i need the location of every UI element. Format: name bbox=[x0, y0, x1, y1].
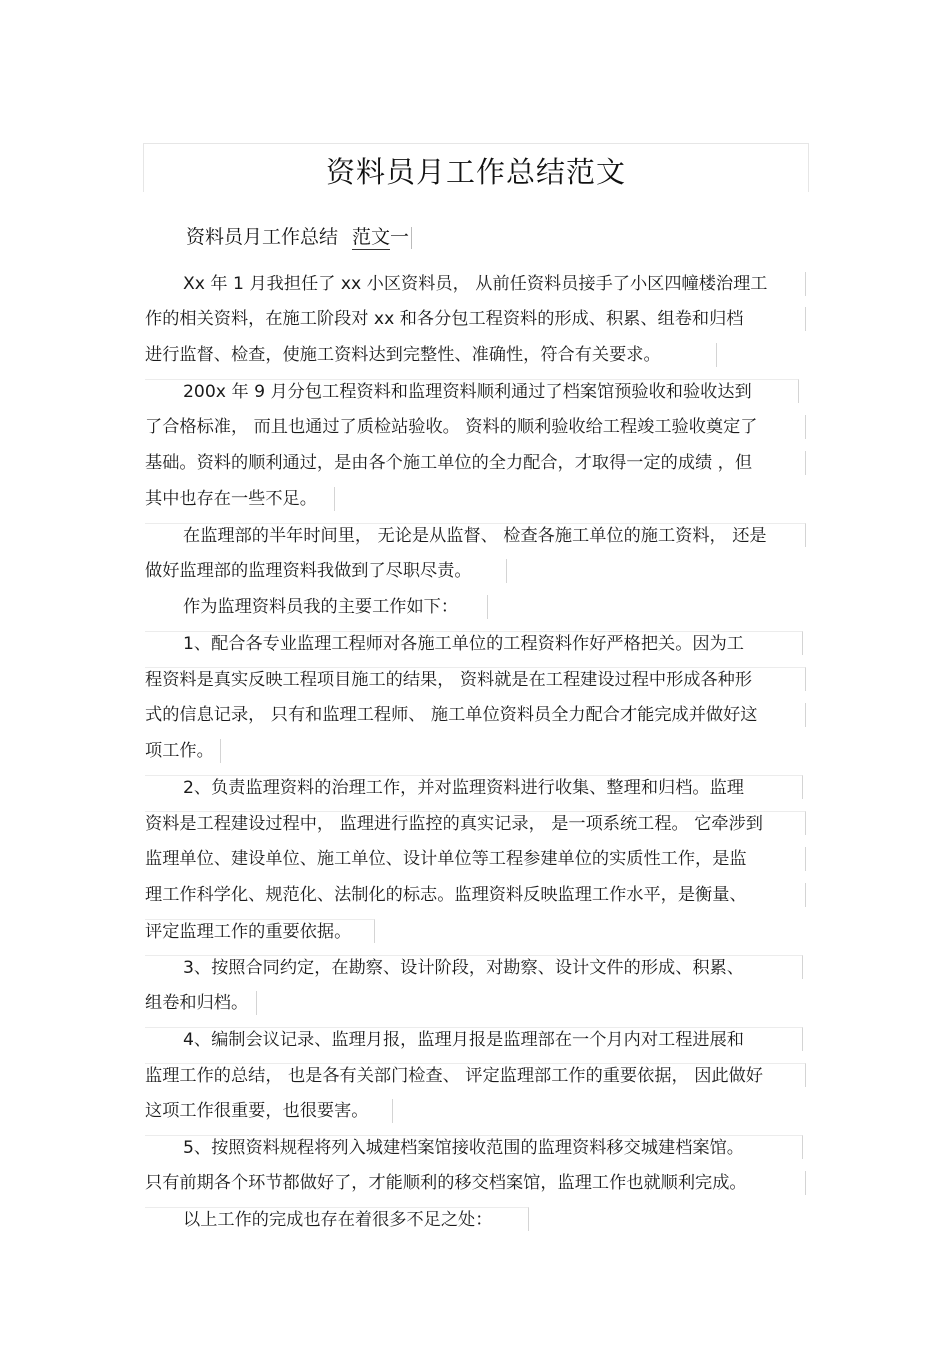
body-line: Xx 年 1 月我担任了 xx 小区资料员， 从前任资料员接手了小区四幢楼治理工 bbox=[145, 272, 806, 296]
body-line: 这项工作很重要，也很要害。 bbox=[145, 1099, 393, 1123]
body-line: 基础。资料的顺利通过，是由各个施工单位的全力配合，才取得一定的成绩 ，但 bbox=[145, 451, 806, 475]
body-line: 监理工作的总结， 也是各有关部门检查、 评定监理部工作的重要依据， 因此做好 bbox=[145, 1063, 806, 1087]
body-line: 评定监理工作的重要依据。 bbox=[145, 919, 375, 943]
body-line: 进行监督、检查，使施工资料达到完整性、准确性，符合有关要求。 bbox=[145, 343, 717, 367]
body-line: 5、按照资料规程将列入城建档案馆接收范围的监理资料移交城建档案馆。 bbox=[145, 1135, 803, 1159]
body-line: 式的信息记录， 只有和监理工程师、 施工单位资料员全力配合才能完成并做好这 bbox=[145, 703, 806, 727]
section-heading bbox=[186, 222, 412, 249]
body-line: 3、按照合同约定，在勘察、设计阶段，对勘察、设计文件的形成、积累、 bbox=[145, 955, 803, 979]
section-heading-suffix: 一 bbox=[390, 226, 410, 248]
section-heading-text: 资料员月工作总结 bbox=[186, 226, 339, 248]
body-line: 4、编制会议记录、监理月报，监理月报是监理部在一个月内对工程进展和 bbox=[145, 1027, 803, 1051]
document-title: 资料员月工作总结范文 bbox=[325, 155, 626, 189]
body-line: 只有前期各个环节都做好了，才能顺利的移交档案馆，监理工作也就顺利完成。 bbox=[145, 1171, 806, 1195]
body-line: 理工作科学化、规范化、法制化的标志。监理资料反映监理工作水平，是衡量、 bbox=[145, 883, 806, 907]
body-line: 了合格标准， 而且也通过了质检站验收。 资料的顺利验收给工程竣工验收奠定了 bbox=[145, 415, 806, 439]
body-line: 以上工作的完成也存在着很多不足之处： bbox=[145, 1207, 529, 1231]
section-heading-underlined: 范文 bbox=[352, 226, 391, 248]
body-line: 项工作。 bbox=[145, 739, 221, 763]
body-line: 监理单位、建设单位、施工单位、设计单位等工程参建单位的实质性工作，是监 bbox=[145, 847, 806, 871]
body-line: 其中也存在一些不足。 bbox=[145, 487, 335, 511]
text-cursor-mark bbox=[411, 227, 412, 249]
body-line: 在监理部的半年时间里， 无论是从监督、 检查各施工单位的施工资料， 还是 bbox=[145, 523, 806, 547]
body-line: 1、配合各专业监理工程师对各施工单位的工程资料作好严格把关。因为工 bbox=[145, 631, 803, 655]
body-line: 资料是工程建设过程中， 监理进行监控的真实记录， 是一项系统工程。 它牵涉到 bbox=[145, 811, 806, 835]
title-box bbox=[143, 143, 809, 192]
body-line: 作的相关资料，在施工阶段对 xx 和各分包工程资料的形成、积累、组卷和归档 bbox=[145, 307, 806, 331]
body-line: 2、负责监理资料的治理工作，并对监理资料进行收集、整理和归档。监理 bbox=[145, 775, 803, 799]
body-line: 200x 年 9 月分包工程资料和监理资料顺利通过了档案馆预验收和验收达到 bbox=[145, 379, 799, 403]
body-line: 程资料是真实反映工程项目施工的结果， 资料就是在工程建设过程中形成各种形 bbox=[145, 667, 806, 691]
body-line: 做好监理部的监理资料我做到了尽职尽责。 bbox=[145, 559, 507, 583]
body-line: 组卷和归档。 bbox=[145, 991, 257, 1015]
body-line: 作为监理资料员我的主要工作如下： bbox=[145, 595, 488, 619]
